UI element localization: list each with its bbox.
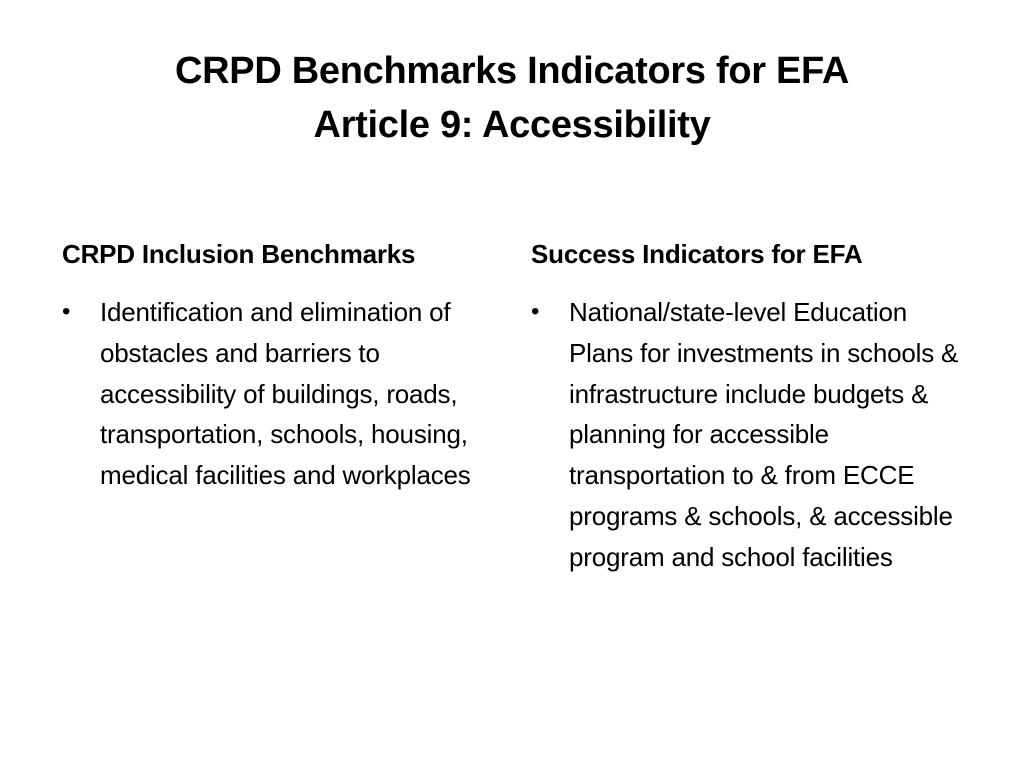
left-column-heading: CRPD Inclusion Benchmarks	[62, 239, 416, 269]
left-column	[62, 234, 502, 496]
left-bullet-list	[62, 292, 502, 496]
list-item	[531, 292, 971, 578]
title-line-2: Article 9: Accessibility	[313, 104, 711, 146]
bullet-icon: •	[531, 298, 540, 325]
right-column	[531, 234, 971, 578]
bullet-icon: •	[62, 298, 71, 325]
right-column-heading: Success Indicators for EFA	[531, 239, 863, 269]
title-line-1: CRPD Benchmarks Indicators for EFA	[175, 50, 849, 92]
bullet-text: National/state-level Education Plans for investments in schools & infrastructure include budgets & planning for accessible transportation to & from ECCE programs & schools, & accessible program and school facilities	[569, 297, 959, 572]
slide-title	[0, 44, 1024, 152]
list-item	[62, 292, 502, 496]
bullet-text: Identification and elimination of obstacles and barriers to accessibility of buildings, roads, transportation, schools, housing, medical facilities and workplaces	[100, 297, 471, 491]
right-bullet-list	[531, 292, 971, 578]
